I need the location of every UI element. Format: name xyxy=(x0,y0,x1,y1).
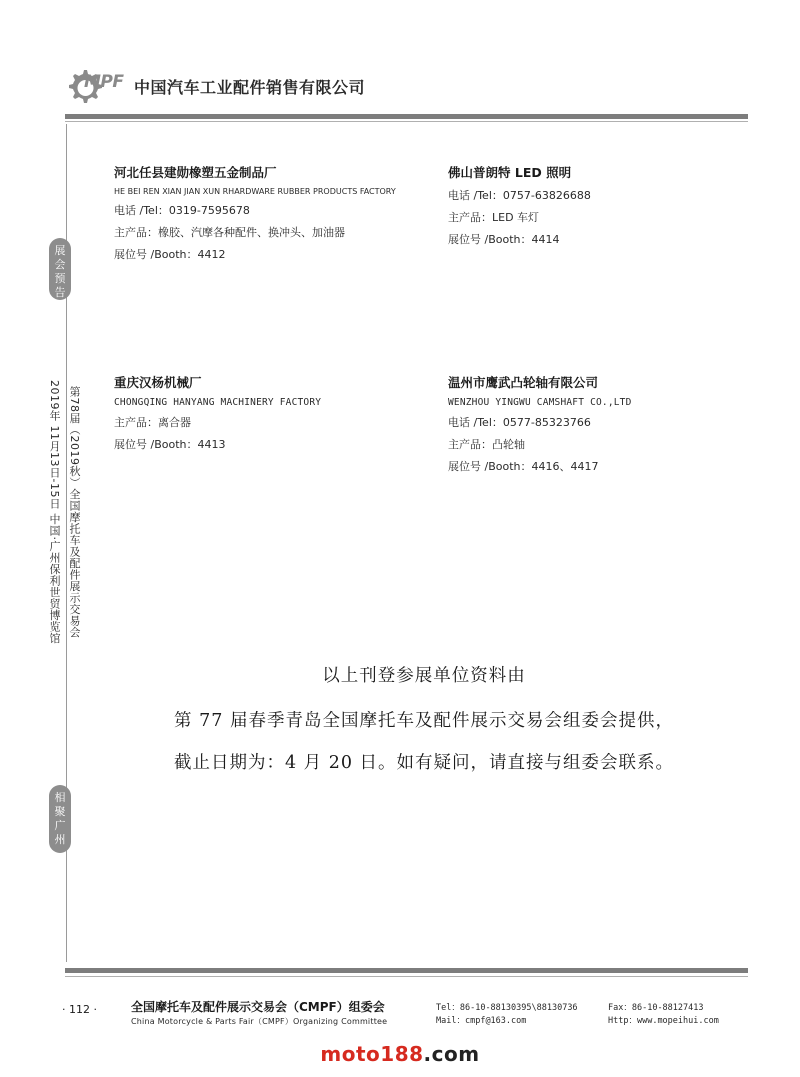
notice-line-3: 截止日期为：4 月 20 日。如有疑问，请直接与组委会联系。 xyxy=(173,753,675,773)
exhibitor-tel: 电话 /Tel：0319-7595678 xyxy=(114,204,250,217)
header-rule-thin xyxy=(65,121,748,122)
exhibitor-entry xyxy=(448,163,591,253)
side-tab-guangzhou xyxy=(49,785,71,853)
exhibitor-name-en: HE BEI REN XIAN JIAN XUN RHARDWARE RUBBER PRODUCTS FACTORY xyxy=(114,187,396,196)
exhibitor-booth: 展位号 /Booth：4412 xyxy=(114,248,226,261)
exhibitor-booth: 展位号 /Booth：4416、4417 xyxy=(448,460,599,473)
exhibitor-tel: 电话 /Tel：0757-63826688 xyxy=(448,189,591,202)
exhibitor-product: 主产品：LED 车灯 xyxy=(448,211,540,224)
side-tab-char: 州 xyxy=(54,833,66,846)
side-fair-name: 第78届（2019秋）全国摩托车及配件展示交易会 xyxy=(68,386,81,638)
watermark-dark: .com xyxy=(423,1042,480,1066)
exhibitor-product: 主产品：离合器 xyxy=(114,416,191,429)
exhibitor-booth: 展位号 /Booth：4414 xyxy=(448,233,560,246)
side-date-location: 2019年 11月13日-15日 中国·广州保利世贸博览馆 xyxy=(48,380,61,644)
watermark-red: moto188 xyxy=(320,1042,424,1066)
exhibitor-entry xyxy=(114,373,321,458)
notice-line-2: 第 77 届春季青岛全国摩托车及配件展示交易会组委会提供， xyxy=(174,711,674,731)
side-tab-char: 预 xyxy=(54,272,66,285)
exhibitor-name: 佛山普朗特 LED 照明 xyxy=(448,165,572,180)
side-tab-char: 会 xyxy=(54,258,66,271)
footer-rule-thin xyxy=(65,976,748,977)
exhibitor-name: 重庆汉杨机械厂 xyxy=(114,375,202,390)
notice-line-1: 以上刊登参展单位资料由 xyxy=(322,666,526,686)
exhibitor-name-en: WENZHOU YINGWU CAMSHAFT CO.,LTD xyxy=(448,397,632,408)
exhibitor-entry xyxy=(448,373,632,480)
side-tab-char: 聚 xyxy=(54,805,66,818)
side-tab-preview xyxy=(49,238,71,300)
exhibitor-name: 河北任县建勋橡塑五金制品厂 xyxy=(114,165,277,180)
exhibitor-name-en: CHONGQING HANYANG MACHINERY FACTORY xyxy=(114,397,322,408)
exhibitor-name: 温州市鹰武凸轮轴有限公司 xyxy=(448,375,599,390)
header-logo xyxy=(62,66,392,110)
watermark xyxy=(0,1042,800,1066)
exhibitor-product: 主产品：橡胶、汽摩各种配件、换冲头、加油器 xyxy=(114,226,345,239)
exhibitor-tel: 电话 /Tel：0577-85323766 xyxy=(448,416,591,429)
exhibitor-entry xyxy=(114,163,396,268)
side-tab-char: 相 xyxy=(54,791,66,804)
footer-web: Http：www.mopeihui.com xyxy=(608,1016,719,1026)
footer-mail: Mail：cmpf@163.com xyxy=(436,1016,527,1026)
side-tab-char: 告 xyxy=(54,286,66,299)
footer-rule xyxy=(65,968,748,973)
exhibitor-booth: 展位号 /Booth：4413 xyxy=(114,438,226,451)
footer-tel: Tel：86-10-88130395\88130736 xyxy=(436,1003,578,1013)
footer-org-cn: 全国摩托车及配件展示交易会（CMPF）组委会 xyxy=(131,1000,385,1014)
logo-mark: MPF xyxy=(84,72,124,92)
header-rule xyxy=(65,114,748,119)
side-tab-char: 广 xyxy=(54,819,66,832)
company-name: 中国汽车工业配件销售有限公司 xyxy=(134,78,366,97)
page-number: · 112 · xyxy=(62,1003,97,1016)
footer-fax: Fax：86-10-88127413 xyxy=(608,1003,704,1013)
exhibitor-product: 主产品：凸轮轴 xyxy=(448,438,525,451)
footer-org-en: China Motorcycle & Parts Fair（CMPF）Organizing Committee xyxy=(131,1017,388,1026)
side-tab-char: 展 xyxy=(54,244,66,257)
